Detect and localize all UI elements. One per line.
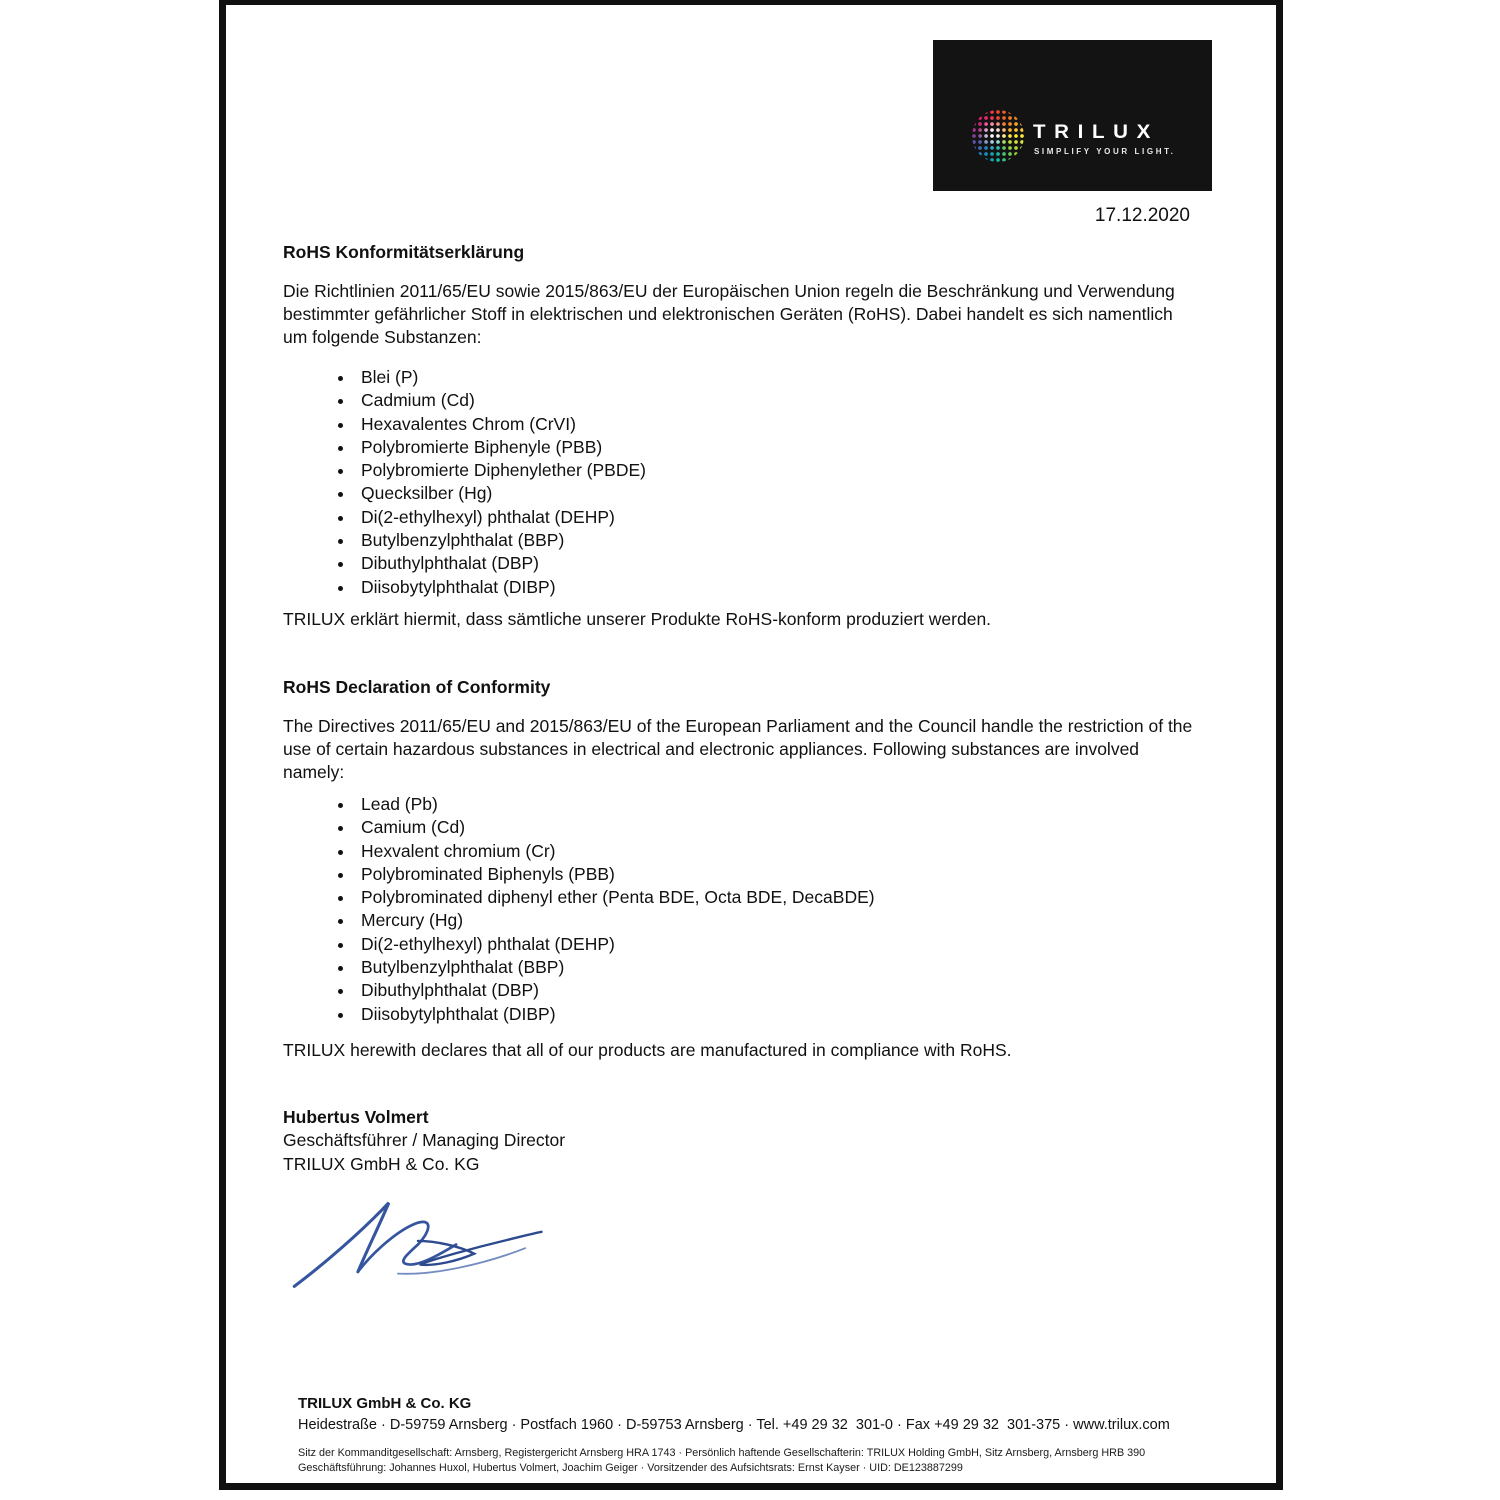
english-heading: RoHS Declaration of Conformity <box>283 676 551 697</box>
document-date: 17.12.2020 <box>1094 205 1190 226</box>
substance-item: • Polybromierte Diphenylether (PBDE) <box>355 459 1195 482</box>
substance-item: • Mercury (Hg) <box>355 909 1195 932</box>
substance-item: • Quecksilber (Hg) <box>355 482 1195 505</box>
german-heading: RoHS Konformitätserklärung <box>283 242 525 262</box>
logo-tagline: SIMPLIFY YOUR LIGHT. <box>1034 147 1176 156</box>
substance-item: • Hexvalent chromium (Cr) <box>355 840 1195 863</box>
english-intro-paragraph: The Directives 2011/65/EU and 2015/863/EU of the European Parliament and the Council handle the restriction of the use of certain hazardous substances in electrical and electronic appliances. Following substances are involved namely: <box>283 715 1193 782</box>
letter-body <box>283 241 1195 1290</box>
substance-item: • Butylbenzylphthalat (BBP) <box>355 529 1195 552</box>
substance-item: • Di(2-ethylhexyl) phthalat (DEHP) <box>355 933 1195 956</box>
german-closing-sentence: TRILUX erklärt hiermit, dass sämtliche unserer Produkte RoHS-konform produziert werden. <box>283 608 992 629</box>
signer-name: Hubertus Volmert <box>283 1106 429 1127</box>
footer-legal-line-2: Geschäftsführung: Johannes Huxol, Hubertus Volmert, Joachim Geiger · Vorsitzender des Aufsichtsrats: Ernst Kayser · UID: DE123887299 <box>298 1461 963 1474</box>
substance-item: • Butylbenzylphthalat (BBP) <box>355 956 1195 979</box>
substance-item: • Polybrominated diphenyl ether (Penta BDE, Octa BDE, DecaBDE) <box>355 886 1195 909</box>
substance-item: • Dibuthylphthalat (DBP) <box>355 979 1195 1002</box>
document-page <box>219 0 1283 1490</box>
substance-item: • Lead (Pb) <box>355 793 1195 816</box>
footer-legal-line-1: Sitz der Kommanditgesellschaft: Arnsberg, Registergericht Arnsberg HRA 1743 · Persönlich haftende Gesellschafterin: TRILUX Holding GmbH, Sitz Arnsberg, Arnsberg HRB 390 <box>298 1447 1146 1459</box>
substance-item: • Di(2-ethylhexyl) phthalat (DEHP) <box>355 506 1195 529</box>
trilux-logo <box>933 40 1212 191</box>
substance-item: • Hexavalentes Chrom (CrVI) <box>355 413 1195 436</box>
substance-item: • Diisobytylphthalat (DIBP) <box>355 576 1195 599</box>
substance-item: • Diisobytylphthalat (DIBP) <box>355 1003 1195 1026</box>
footer-company-name: TRILUX GmbH & Co. KG <box>298 1395 472 1412</box>
handwritten-signature <box>287 1190 567 1290</box>
german-intro-paragraph: Die Richtlinien 2011/65/EU sowie 2015/863/EU der Europäischen Union regeln die Beschränkung und Verwendung bestimmter gefährlicher Stoff in elektrischen und elektronischen Geräten (RoHS). Dabei handelt es sich namentlich um folgende Substanzen: <box>283 281 1175 347</box>
english-closing-sentence: TRILUX herewith declares that all of our products are manufactured in compliance with RoHS. <box>283 1039 1012 1060</box>
english-substance-list <box>283 793 1195 1026</box>
trilux-globe-icon <box>972 110 1024 162</box>
signer-company: TRILUX GmbH & Co. KG <box>283 1153 480 1174</box>
signature-block <box>283 1106 1195 1177</box>
substance-item: • Camium (Cd) <box>355 816 1195 839</box>
letter-footer <box>298 1394 1228 1475</box>
substance-item: • Dibuthylphthalat (DBP) <box>355 552 1195 575</box>
footer-legal-block <box>298 1446 1228 1475</box>
substance-item: • Blei (P) <box>355 366 1195 389</box>
substance-item: • Polybromierte Biphenyle (PBB) <box>355 436 1195 459</box>
signer-title: Geschäftsführer / Managing Director <box>283 1130 566 1151</box>
german-substance-list <box>283 366 1195 599</box>
logo-brand-text: TRILUX <box>1033 122 1159 143</box>
substance-item: • Polybrominated Biphenyls (PBB) <box>355 863 1195 886</box>
substance-item: • Cadmium (Cd) <box>355 389 1195 412</box>
footer-address-line: Heidestraße · D-59759 Arnsberg · Postfach 1960 · D-59753 Arnsberg · Tel. +49 29 32 301-0 · Fax +49 29 32 301-375 · www.trilux.com <box>298 1417 1170 1433</box>
